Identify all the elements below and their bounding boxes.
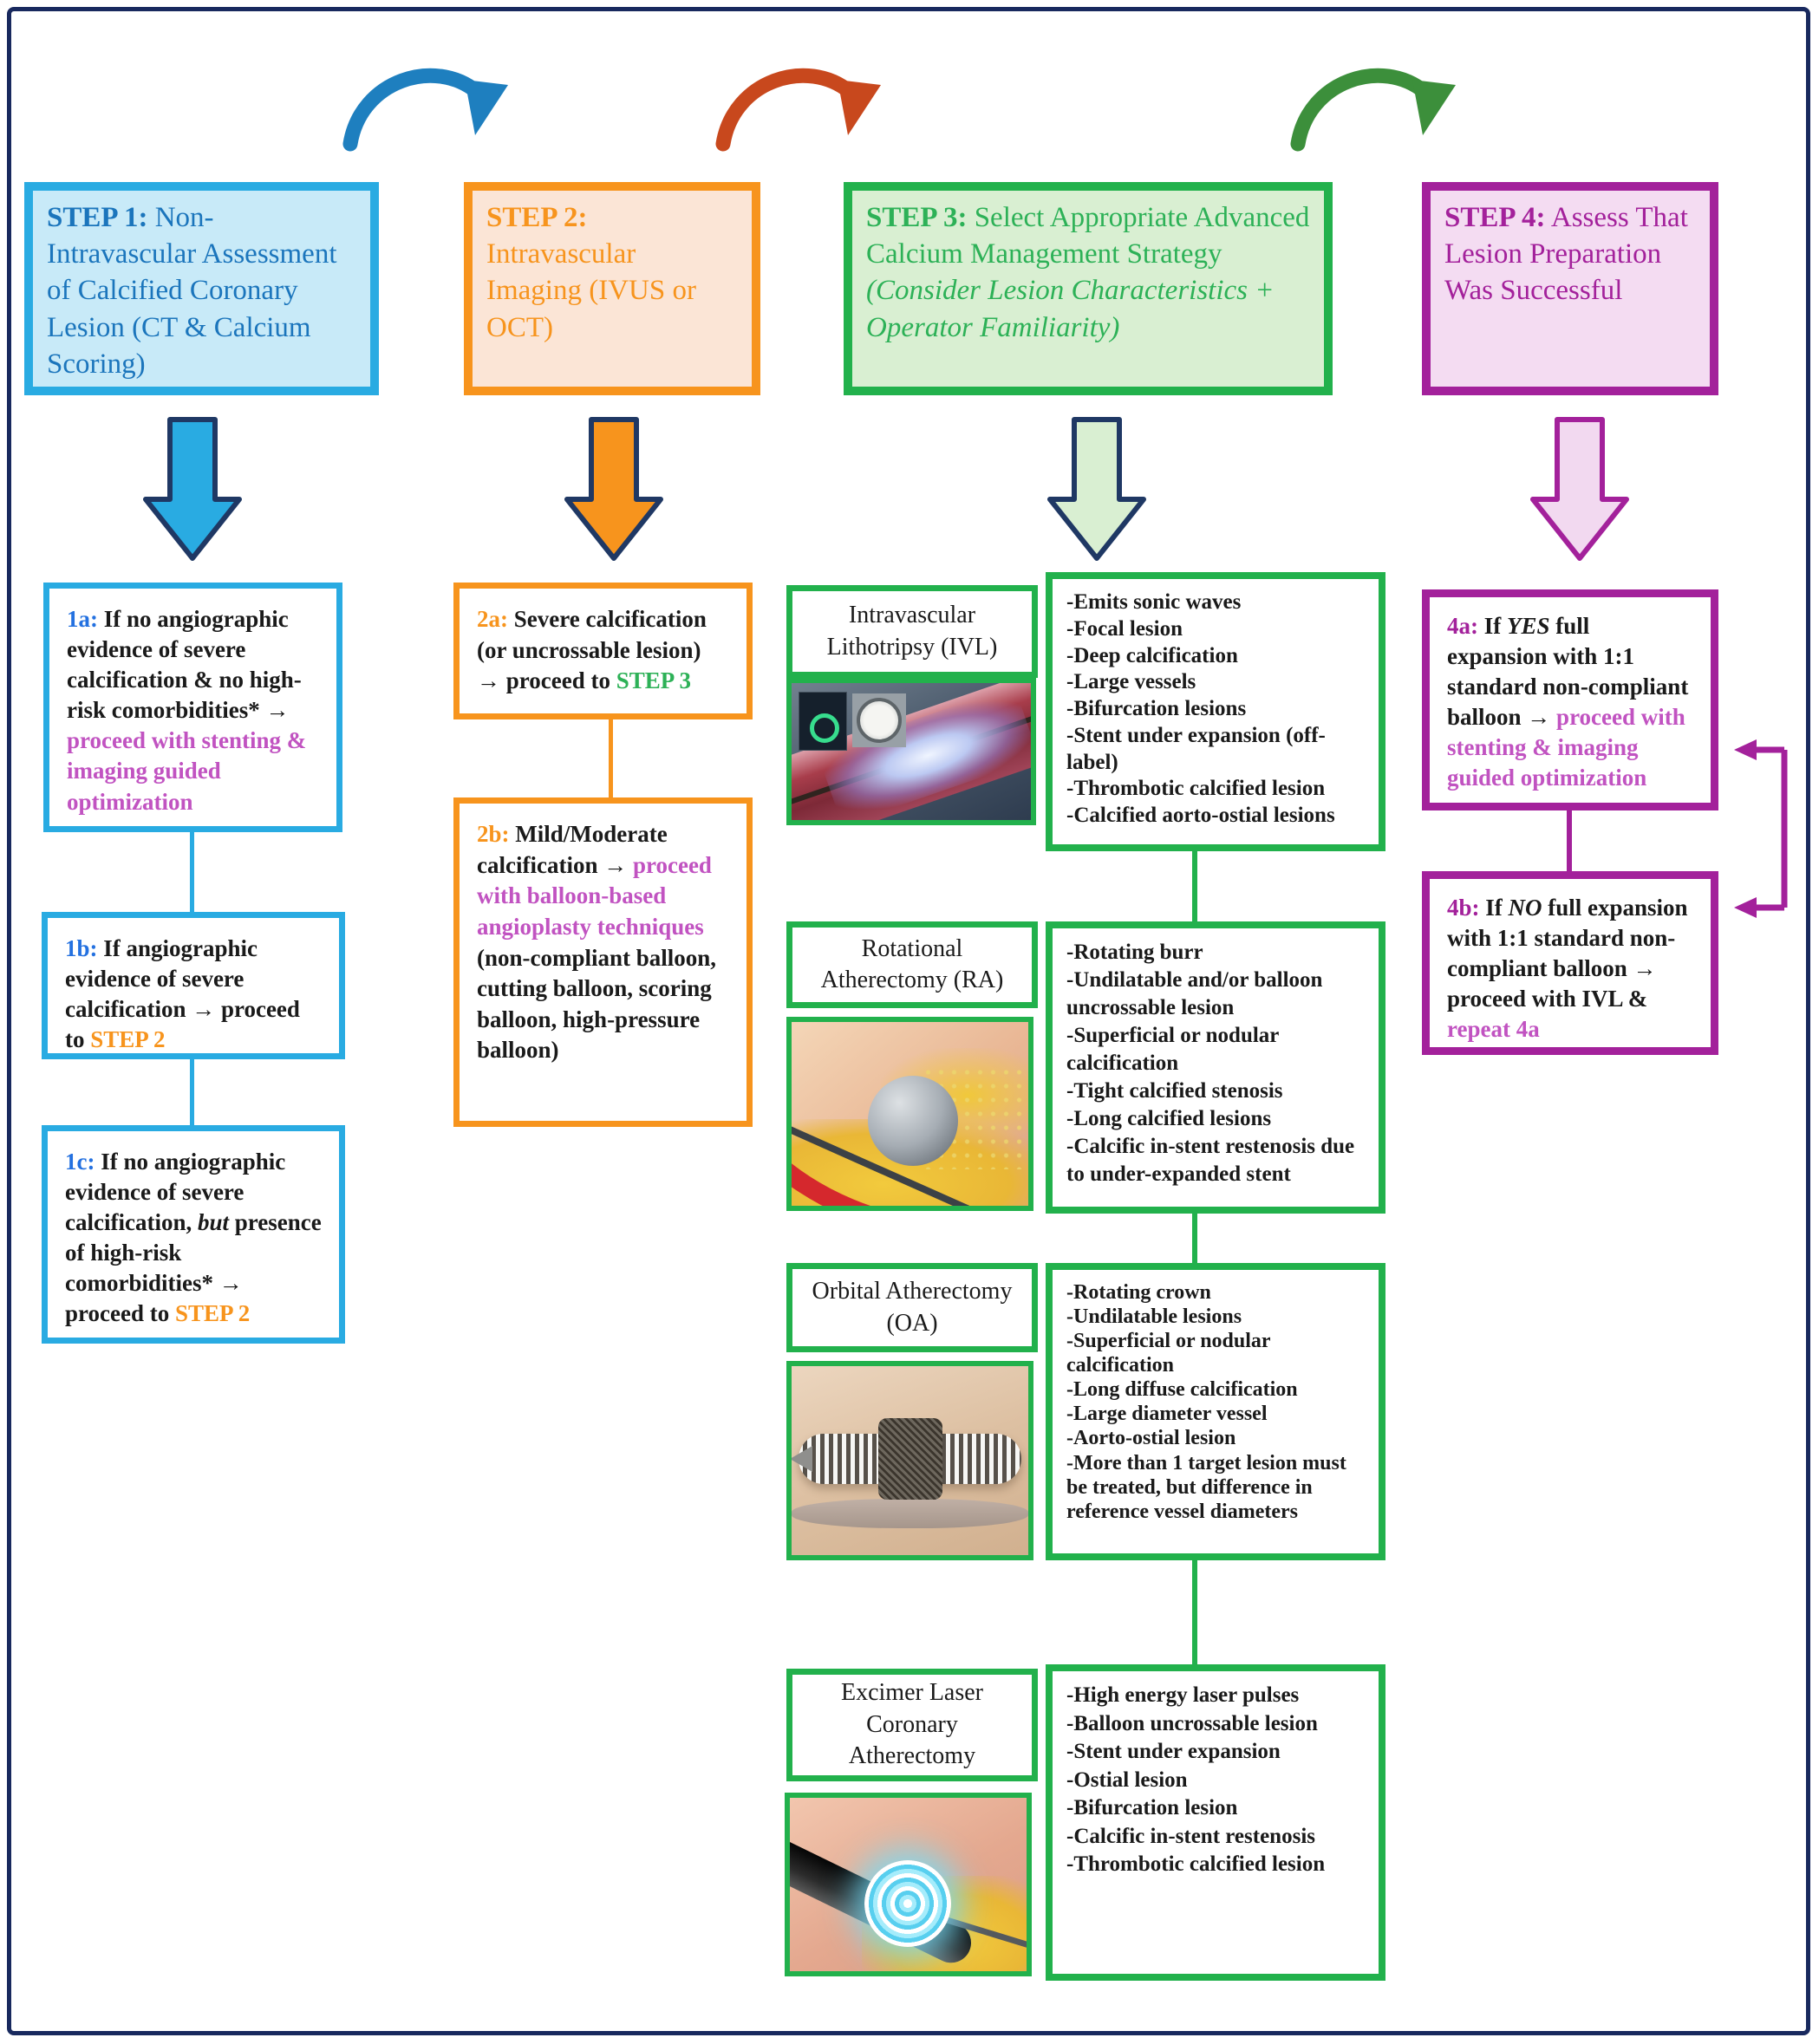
curved-arrow-step1-to-step2-icon [338,50,512,163]
box-1b-tag: 1b: [65,935,98,961]
box-4a-action: proceed with stenting & imaging guided optimization [1447,704,1685,791]
list-item: -Undilatable lesions [1066,1305,1242,1329]
box-2b [453,797,753,1127]
box-1c [42,1125,345,1344]
list-item: -Rotating crown [1066,1281,1211,1304]
list-item: -Stent under expansion [1066,1740,1281,1763]
list-item: -Thrombotic calcified lesion [1066,1852,1326,1876]
elca-label-box [786,1669,1038,1781]
elca-label: Excimer Laser Coronary Atherectomy [840,1679,984,1770]
list-item: -Aorto-ostial lesion [1066,1427,1236,1450]
list-item: -Large diameter vessel [1066,1403,1268,1426]
elca-laser-glow-shape [864,1860,951,1947]
box-1c-body-pre: If no angiographic evidence of severe calcification, [65,1149,286,1236]
oa-label-box [786,1263,1038,1352]
box-4b [1422,871,1718,1055]
down-arrow-step4-icon [1528,416,1632,563]
list-item: -Calcified aorto-ostial lesions [1066,804,1335,827]
down-arrow-step1-icon [140,416,244,563]
box-4a [1422,589,1718,810]
box-2a [453,583,753,719]
box-4b-body-mid: full expansion with 1:1 standard non-compliant balloon → proceed with IVL & [1447,895,1688,1012]
list-item: -Undilatable and/or balloon uncrossable lesion [1066,968,1323,1019]
down-arrow-step2-icon [562,416,666,563]
step2-label: STEP 2: [486,202,588,233]
list-item: -Long calcified lesions [1066,1107,1272,1130]
elca-indications-box [1046,1664,1385,1981]
list-item: -High energy laser pulses [1066,1683,1300,1707]
ra-label: Rotational Atherectomy (RA) [820,934,1004,993]
connector-1b-1c [190,1059,194,1125]
connector-ra-oa [1192,1214,1197,1263]
step2-title: Intravascular Imaging (IVUS or OCT) [486,238,696,343]
ivl-label: Intravascular Lithotripsy (IVL) [826,602,998,661]
box-4a-body-mid: full expansion with 1:1 standard non-compliant balloon → [1447,613,1689,731]
oa-crown-shape [878,1418,942,1500]
box-4b-body-pre: If [1479,895,1509,921]
ivl-indications-box [1046,572,1385,851]
list-item: -Bifurcation lesions [1066,697,1247,720]
step1-header-box [24,182,379,395]
box-4a-yes: YES [1507,613,1550,639]
box-2a-tag: 2a: [477,606,508,632]
step3-title-italic: (Consider Lesion Characteristics + Operator Familiarity) [866,275,1275,343]
list-item: -Tight calcified stenosis [1066,1079,1283,1103]
box-2a-target: STEP 3 [616,667,692,694]
box-4a-tag: 4a: [1447,613,1478,639]
connector-4a-4b [1567,810,1572,871]
box-2a-body: Severe calcification (or uncrossable lesion) → proceed to [477,606,707,694]
curved-arrow-step2-to-step3-icon [711,50,884,163]
box-1b-target: STEP 2 [90,1026,166,1053]
step1-title: Non-Intravascular Assessment of Calcified Coronary Lesion (CT & Calcium Scoring) [47,202,337,380]
oa-tissue-band-shape [792,1499,1028,1528]
list-item: -Large vessels [1066,670,1196,694]
box-1c-body-mid: presence of high-risk comorbidities* → proceed to [65,1209,322,1327]
step4-label: STEP 4: [1444,202,1546,233]
box-1a-tag: 1a: [67,606,98,632]
list-item: -More than 1 target lesion must be treated, but difference in reference vessel diameters [1066,1451,1346,1523]
ivl-label-box [786,585,1038,678]
ivl-generator-inset [799,692,847,751]
ivl-gauge-face [857,698,902,743]
box-1c-tag: 1c: [65,1149,95,1175]
step2-header-box [464,182,760,395]
list-item: -Superficial or nodular calcification [1066,1330,1271,1377]
elca-illustration [790,1798,1027,1971]
list-item: -Calcific in-stent restenosis due to under-expanded stent [1066,1135,1355,1186]
step3-label: STEP 3: [866,202,968,233]
box-2b-body-pre: Mild/Moderate calcification → [477,821,668,878]
box-1b [42,912,345,1059]
connector-ivl-ra [1192,851,1197,921]
oa-tip-shape [790,1446,812,1472]
ivl-generator-ring [810,713,839,743]
ivl-gauge-inset [852,693,906,747]
list-item: -Bifurcation lesion [1066,1796,1238,1819]
step3-title: Select Appropriate Advanced Calcium Management Strategy [866,202,1310,270]
step4-title: Assess That Lesion Preparation Was Successful [1444,202,1688,307]
oa-image [786,1361,1033,1560]
ra-image [786,1017,1033,1211]
ivl-image [786,678,1036,825]
list-item: -Focal lesion [1066,616,1183,641]
box-4b-no: NO [1508,895,1542,921]
list-item: -Thrombotic calcified lesion [1066,777,1326,801]
ivl-sonic-glow-shape [818,686,1036,825]
connector-oa-elca [1192,1560,1197,1664]
box-1c-but: but [197,1209,229,1236]
box-4b-action: repeat 4a [1447,1016,1540,1043]
ivl-illustration [792,683,1031,820]
box-1a [43,583,342,832]
box-1a-body: If no angiographic evidence of severe calcification & no high-risk comorbidities* → [67,606,302,724]
ra-illustration [792,1022,1028,1206]
box-2b-action: proceed with balloon-based angioplasty techniques [477,851,712,940]
box-1c-target: STEP 2 [174,1300,251,1327]
box-4a-body-pre: If [1478,613,1507,639]
box-2b-tag: 2b: [477,821,510,847]
oa-label: Orbital Atherectomy (OA) [812,1278,1013,1337]
down-arrow-step3-icon [1045,416,1149,563]
list-item: -Balloon uncrossable lesion [1066,1711,1318,1735]
elca-image [785,1793,1032,1976]
connector-2a-2b [609,719,613,797]
curved-arrow-step3-to-step4-icon [1286,50,1459,163]
box-4b-tag: 4b: [1447,895,1480,921]
box-1b-body: If angiographic evidence of severe calcification → proceed to [65,935,300,1053]
connector-1a-1b [190,832,194,912]
list-item: -Calcific in-stent restenosis [1066,1824,1315,1848]
step3-header-box [844,182,1333,395]
list-item: -Long diffuse calcification [1066,1378,1298,1402]
box-2b-body-post: (non-compliant balloon, cutting balloon, scoring balloon, high-pressure balloon) [477,944,717,1064]
oa-illustration [792,1366,1028,1555]
ra-burr-shape [868,1076,958,1166]
list-item: -Superficial or nodular calcification [1066,1024,1279,1075]
list-item: -Deep calcification [1066,643,1238,667]
step4-header-box [1422,182,1718,395]
list-item: -Rotating burr [1066,941,1203,964]
list-item: -Emits sonic waves [1066,590,1242,614]
ra-label-box [786,921,1038,1008]
list-item: -Ostial lesion [1066,1767,1188,1792]
oa-indications-box [1046,1263,1385,1560]
step1-label: STEP 1: [47,202,148,233]
repeat-loop-arrow-icon [1731,732,1796,925]
list-item: -Stent under expansion (off-label) [1066,723,1326,774]
box-1a-action: proceed with stenting & imaging guided optimization [67,727,307,815]
ra-indications-box [1046,921,1385,1214]
